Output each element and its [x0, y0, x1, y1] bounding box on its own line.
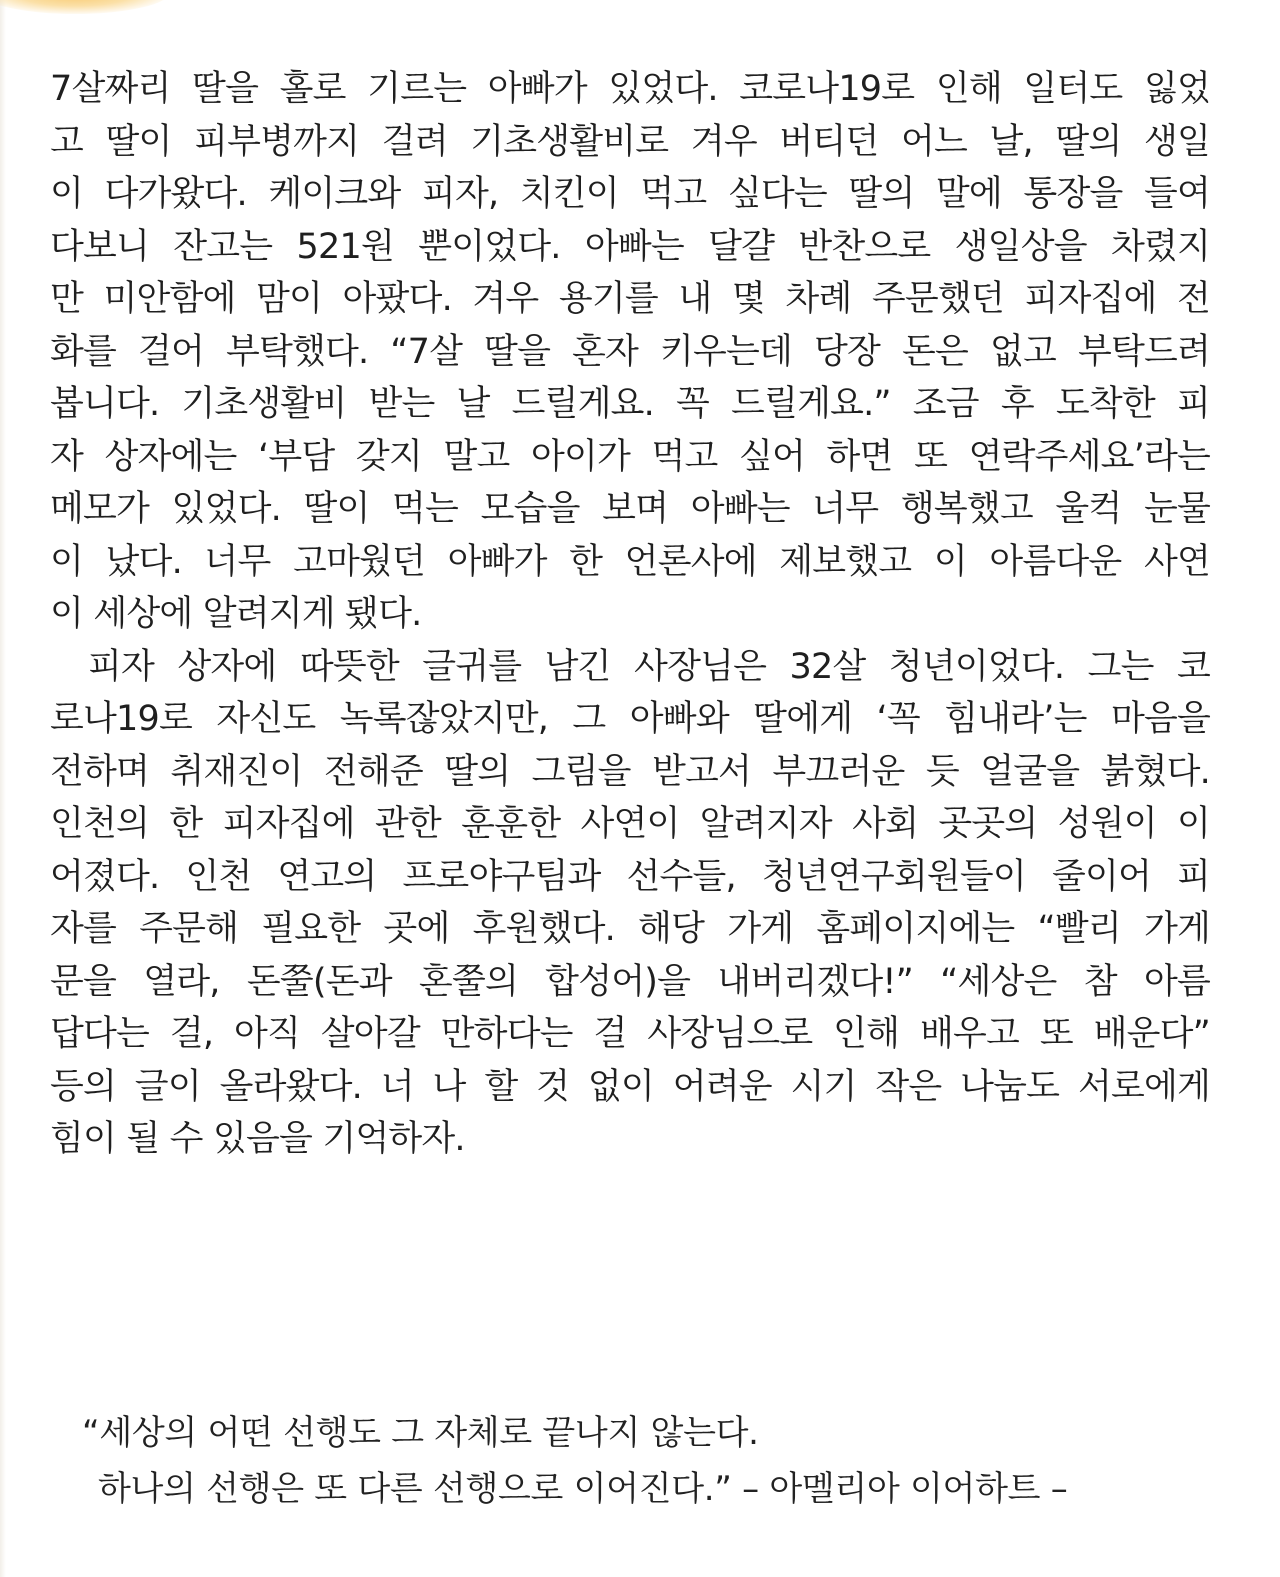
article-line: 봅니다. 기초생활비 받는 날 드릴게요. 꼭 드릴게요.” 조금 후 도착한 피 [50, 384, 1210, 424]
quote-line-1: “세상의 어떤 선행도 그 자체로 끝나지 않는다. [82, 1413, 759, 1453]
article-line: 이 세상에 알려지게 됐다. [50, 594, 422, 634]
article-line: 화를 걸어 부탁했다. “7살 딸을 혼자 키우는데 당장 돈은 없고 부탁드려 [50, 331, 1210, 372]
page-edge-shadow [0, 0, 6, 1577]
article-line: 피자 상자에 따뜻한 글귀를 남긴 사장님은 32살 청년이었다. 그는 코 [88, 646, 1210, 687]
article-body [50, 63, 1210, 1166]
article-line: 다보니 잔고는 521원 뿐이었다. 아빠는 달걀 반찬으로 생일상을 차렸지 [50, 226, 1210, 267]
article-line: 힘이 될 수 있음을 기억하자. [50, 1119, 465, 1159]
article-line: 만 미안함에 맘이 아팠다. 겨우 용기를 내 몇 차례 주문했던 피자집에 전 [50, 279, 1210, 319]
closing-quote [82, 1405, 1202, 1517]
article-line: 어졌다. 인천 연고의 프로야구팀과 선수들, 청년연구회원들이 줄이어 피 [50, 856, 1210, 897]
article-line: 고 딸이 피부병까지 걸려 기초생활비로 겨우 버티던 어느 날, 딸의 생일 [50, 121, 1210, 162]
article-line: 이 났다. 너무 고마웠던 아빠가 한 언론사에 제보했고 이 아름다운 사연 [50, 541, 1210, 582]
article-line: 자를 주문해 필요한 곳에 후원했다. 해당 가게 홈페이지에는 “빨리 가게 [50, 909, 1210, 949]
article-line: 인천의 한 피자집에 관한 훈훈한 사연이 알려지자 사회 곳곳의 성원이 이 [50, 804, 1210, 844]
article-line: 7살짜리 딸을 홀로 기르는 아빠가 있었다. 코로나19로 인해 일터도 잃었 [50, 69, 1210, 109]
article-line: 로나19로 자신도 녹록잖았지만, 그 아빠와 딸에게 ‘꼭 힘내라’는 마음을 [50, 699, 1210, 739]
article-line: 등의 글이 올라왔다. 너 나 할 것 없이 어려운 시기 작은 나눔도 서로에게 [50, 1066, 1210, 1107]
article-line: 메모가 있었다. 딸이 먹는 모습을 보며 아빠는 너무 행복했고 울컥 눈물 [50, 489, 1210, 529]
article-line: 전하며 취재진이 전해준 딸의 그림을 받고서 부끄러운 듯 얼굴을 붉혔다. [50, 751, 1210, 792]
corner-decoration [0, 0, 170, 14]
article-line: 이 다가왔다. 케이크와 피자, 치킨이 먹고 싶다는 딸의 말에 통장을 들여 [50, 174, 1210, 214]
article-line: 답다는 걸, 아직 살아갈 만하다는 걸 사장님으로 인해 배우고 또 배운다” [50, 1014, 1210, 1054]
quote-line-2: 하나의 선행은 또 다른 선행으로 이어진다.” – 아멜리아 이어하트 – [98, 1469, 1068, 1509]
article-line: 문을 열라, 돈쭐(돈과 혼쭐의 합성어)을 내버리겠다!” “세상은 참 아름 [50, 961, 1210, 1002]
article-line: 자 상자에는 ‘부담 갖지 말고 아이가 먹고 싶어 하면 또 연락주세요’라는 [50, 436, 1210, 477]
